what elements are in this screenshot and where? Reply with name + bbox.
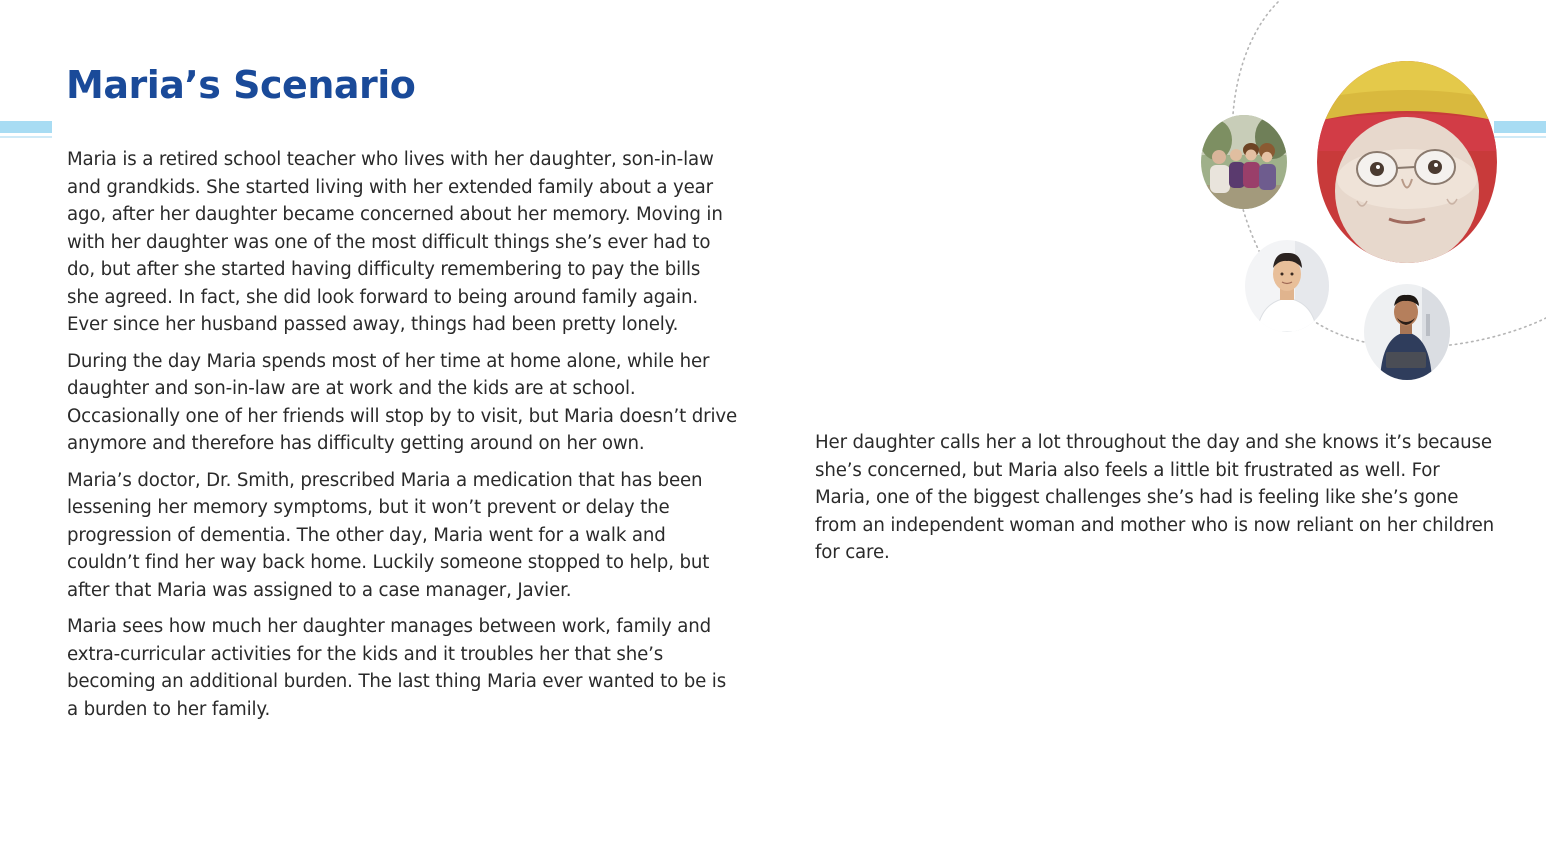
- accent-line-left: [0, 136, 52, 138]
- right-column: [815, 429, 1495, 576]
- paragraph: Her daughter calls her a lot throughout the day and she knows it’s because she’s concerned, but Maria also feels a little bit frustrated as well. For Maria, one of the biggest challenges she’s had is feeling like she’s gone from an independent woman and mother who is now reliant on her children for care.: [815, 432, 1495, 563]
- case-manager-photo: [1364, 284, 1450, 380]
- maria-photo: [1317, 61, 1497, 263]
- family-photo: [1201, 115, 1287, 209]
- paragraph: Maria is a retired school teacher who lives with her daughter, son-in-law and grandkids. She started living with her extended family about a year ago, after her daughter became concerned about her memory. Moving in with her daughter was one of the most difficult things she’s ever had to do, but after she started having difficulty remembering to pay the bills she agreed. In fact, she did look forward to being around family again. Ever since her husband passed away, things had been pretty lonely.: [67, 149, 723, 335]
- family-member-photo: [1245, 240, 1329, 332]
- paragraph: Maria sees how much her daughter manages between work, family and extra-curricular activities for the kids and it troubles her that she’s becoming an additional burden. The last thing Maria ever wanted to be is a burden to her family.: [67, 616, 727, 720]
- left-column: [67, 146, 737, 732]
- accent-bar-left: [0, 121, 52, 133]
- persona-photo-cluster: [1180, 0, 1546, 400]
- paragraph: During the day Maria spends most of her time at home alone, while her daughter and son-in-law are at work and the kids are at school. Occasionally one of her friends will stop by to visit, but Maria doesn’t drive anymore and therefore has difficulty getting around on her own.: [67, 350, 738, 454]
- page-title: Maria’s Scenario: [66, 63, 416, 107]
- paragraph: Maria’s doctor, Dr. Smith, prescribed Maria a medication that has been lessening her memory symptoms, but it won’t prevent or delay the progression of dementia. The other day, Maria went for a walk and couldn’t find her way back home. Luckily someone stopped to help, but after that Maria was assigned to a case manager, Javier.: [67, 469, 710, 601]
